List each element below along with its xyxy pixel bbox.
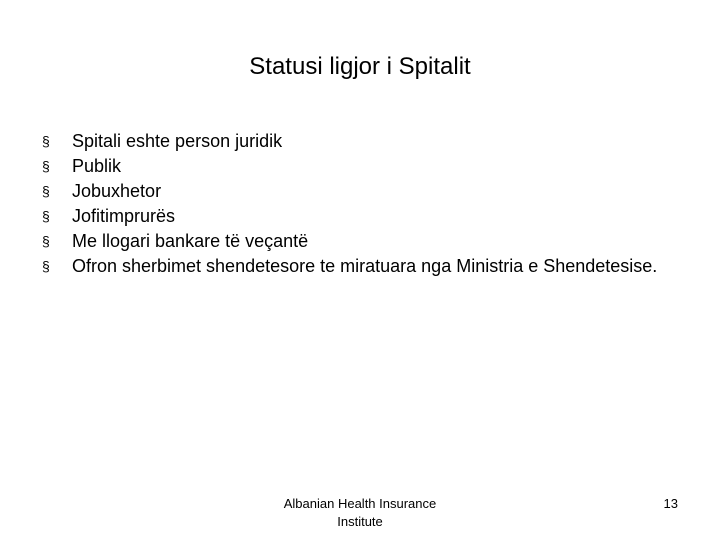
bullet-text: Jofitimprurës (72, 206, 176, 226)
bullet-text: Publik (72, 156, 122, 176)
bullet-marker-icon: § (42, 183, 50, 199)
bullet-marker-icon: § (42, 258, 50, 274)
bullet-item (42, 179, 662, 203)
bullet-text: Spitali eshte person juridik (72, 131, 283, 151)
bullet-text: Ofron sherbimet shendetesore te miratuara nga Ministria e Shendetesise. (72, 256, 658, 276)
footer-organization-line1: Albanian Health Insurance (283, 496, 437, 511)
bullet-item (42, 254, 662, 278)
slide-title: Statusi ligjor i Spitalit (249, 53, 471, 80)
bullet-item (42, 129, 662, 153)
footer-organization-line2: Institute (337, 514, 383, 529)
bullet-marker-icon: § (42, 158, 50, 174)
bullet-marker-icon: § (42, 133, 50, 149)
bullet-list (42, 129, 662, 279)
bullet-marker-icon: § (42, 208, 50, 224)
bullet-item (42, 154, 662, 178)
bullet-text: Me llogari bankare të veçantë (72, 231, 309, 251)
bullet-text: Jobuxhetor (72, 181, 162, 201)
page-number: 13 (663, 496, 678, 511)
footer-organization (260, 495, 460, 531)
bullet-item (42, 229, 662, 253)
bullet-marker-icon: § (42, 233, 50, 249)
bullet-item (42, 204, 662, 228)
